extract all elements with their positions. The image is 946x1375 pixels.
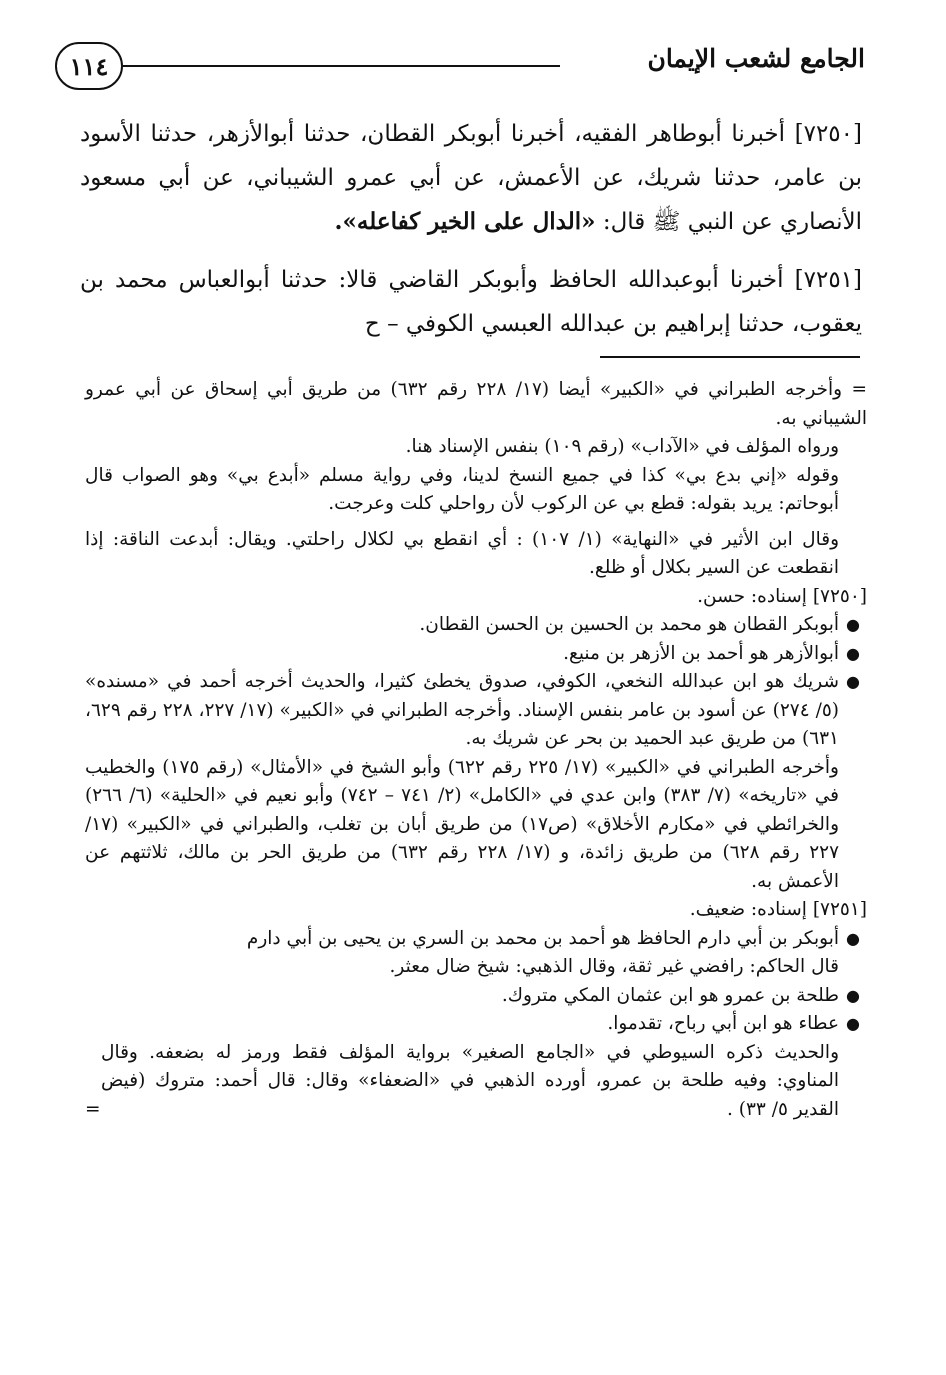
list-item-text: أبوبكر القطان هو محمد بن الحسين بن الحسن القطان. bbox=[419, 614, 839, 635]
footnote-closing bbox=[85, 1039, 867, 1125]
footnote-heading: [٧٢٥٠] إسناده: حسن. bbox=[697, 585, 867, 607]
footnotes bbox=[85, 376, 867, 1124]
bullet-icon: ● bbox=[846, 643, 860, 663]
footnote-line: قال الحاكم: رافضي غير ثقة، وقال الذهبي: شيخ ضال معثر. bbox=[389, 956, 839, 977]
footnote-line: وقوله «إني بدع بي» كذا في جميع النسخ لدينا، وفي رواية مسلم «أبدع بي» وهو الصواب قال أبوحاتم: يريد بقوله: قطع بي عن الركوب لأن رواحلي كلت وعرجت. bbox=[85, 464, 839, 514]
list-item bbox=[85, 1010, 867, 1039]
hadith-7250 bbox=[80, 112, 862, 244]
closing-text: والحديث ذكره السيوطي في «الجامع الصغير» برواية المؤلف فقط ورمز له بضعفه. وقال المناوي: وفيه طلحة بن عمرو، أورده الذهبي في «الضعفاء» وقال: قال أحمد: متروك (فيض القدير ٥/ ٣٣) . bbox=[101, 1041, 839, 1120]
hadith-number: [٧٢٥٠] bbox=[794, 121, 862, 147]
bullet-icon: ● bbox=[846, 672, 860, 691]
list-item bbox=[85, 640, 867, 669]
hadith-number: [٧٢٥١] bbox=[794, 267, 863, 293]
list-item-text: شريك هو ابن عبدالله النخعي، الكوفي، صدوق يخطئ كثيرا، والحديث أخرجه أحمد في «مسنده» (٥/ ٢٧٤) عن أسود بن عامر بنفس الإسناد. وأخرجه الطبراني في «الكبير» (١٧/ ٢٢٧، ٢٢٨ رقم ٦٢٩، ٦٣١) من طريق عبد الحميد بن بحر عن شريك به. bbox=[85, 671, 839, 749]
footnote-line: ورواه المؤلف في «الآداب» (رقم ١٠٩) بنفس الإسناد هنا. bbox=[405, 436, 839, 457]
book-title: الجامع لشعب الإيمان bbox=[647, 44, 865, 73]
hadith-text: أخبرنا أبوطاهر الفقيه، أخبرنا أبوبكر القطان، حدثنا أبوالأزهر، حدثنا الأسود بن عامر، حدثنا شريك، عن الأعمش، عن أبي عمرو الشيباني، عن أبي مسعود الأنصاري عن النبي ﷺ قال: bbox=[80, 121, 862, 235]
hadith-7251 bbox=[80, 258, 862, 346]
list-item-text: طلحة بن عمرو هو ابن عثمان المكي متروك. bbox=[501, 984, 839, 1006]
bullet-icon: ● bbox=[846, 615, 860, 634]
bullet-icon: ● bbox=[846, 928, 860, 948]
hadith-quote: «الدال على الخير كفاعله». bbox=[334, 208, 596, 235]
bullet-icon: ● bbox=[846, 985, 860, 1005]
list-item bbox=[85, 611, 867, 640]
list-item-text: أبوالأزهر هو أحمد بن الأزهر بن منيع. bbox=[563, 642, 839, 664]
list-item-text: أبوبكر بن أبي دارم الحافظ هو أحمد بن محمد بن السري بن يحيى بن أبي دارم bbox=[246, 927, 839, 949]
footnote-separator bbox=[600, 356, 860, 358]
footnote-line: = وأخرجه الطبراني في «الكبير» أيضا (١٧/ ٢٢٨ رقم ٦٣٢) من طريق أبي إسحاق عن أبي عمرو الشيباني به. bbox=[85, 379, 867, 429]
footnote-line: وأخرجه الطبراني في «الكبير» (١٧/ ٢٢٥ رقم ٦٢٢) وأبو الشيخ في «الأمثال» (رقم ١٧٥) والخطيب في «تاريخه» (٧/ ٣٨٣) وابن عدي في «الكامل» (٢/ ٧٤١ – ٧٤٢) وأبو نعيم في «الحلية» (٦/ ٢٦٦) والخرائطي في «مكارم الأخلاق» (ص١٧) من طريق أبان بن تغلب، والطبراني في «الكبير» (١٧/ ٢٢٧ رقم ٦٢٨) من طريق زائدة، و (١٧/ ٢٢٨ رقم ٦٣٢) من طريق الحر بن مالك، ثلاثتهم عن الأعمش به. bbox=[85, 756, 840, 892]
list-item bbox=[85, 668, 867, 754]
hadith-text: أخبرنا أبوعبدالله الحافظ وأبوبكر القاضي قالا: حدثنا أبوالعباس محمد بن يعقوب، حدثنا إبراهيم بن عبدالله العبسي الكوفي – ح bbox=[80, 267, 862, 337]
page-number: ١١٤ bbox=[55, 42, 123, 90]
header-rule bbox=[123, 65, 560, 67]
list-item-text: عطاء هو ابن أبي رباح، تقدموا. bbox=[607, 1013, 839, 1034]
footnote-heading: [٧٢٥١] إسناده: ضعيف. bbox=[689, 899, 867, 920]
list-item bbox=[85, 925, 867, 954]
footnote-line: وقال ابن الأثير في «النهاية» (١/ ١٠٧) : أي انقطع بي لكلال راحلتي. ويقال: أبدعت الناقة: إذا انقطعت عن السير بكلال أو ظلع. bbox=[85, 528, 840, 578]
page-header bbox=[55, 38, 865, 98]
continuation-mark: = bbox=[85, 1098, 101, 1120]
list-item bbox=[85, 982, 867, 1011]
bullet-icon: ● bbox=[846, 1014, 860, 1033]
